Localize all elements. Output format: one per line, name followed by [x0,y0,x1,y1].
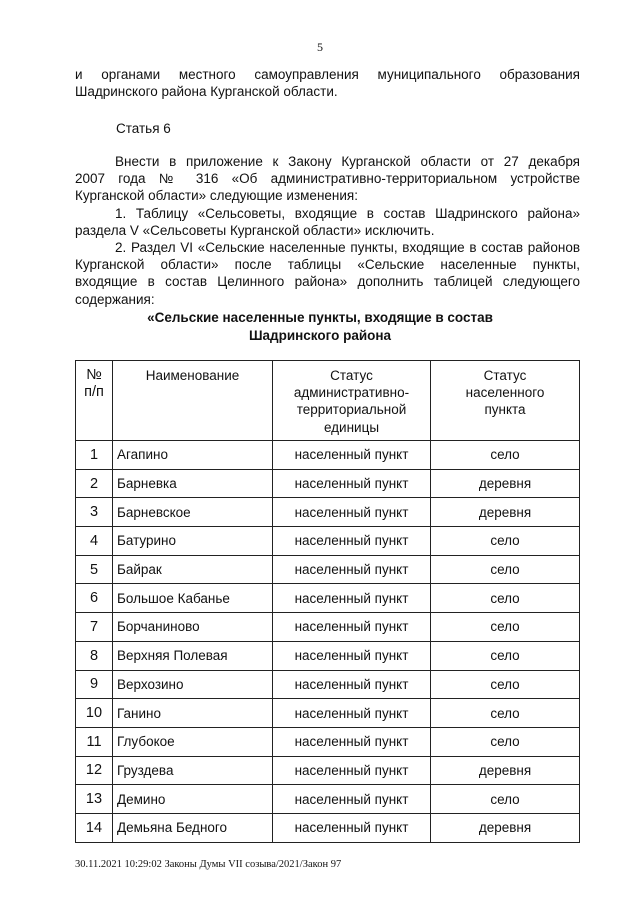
row-number: 9 [76,670,113,699]
header-num [76,361,113,441]
row-number: 7 [76,613,113,642]
row-number: 10 [76,699,113,728]
page-number: 5 [317,40,323,54]
footer-stamp: 30.11.2021 10:29:02 Законы Думы VII созыва/2021/Закон 97 [75,859,342,870]
row-number: 2 [76,469,113,498]
header-settlement-status [431,361,580,441]
row-settlement-status: деревня [431,469,580,498]
row-admin-status: населенный пункт [273,555,431,584]
table-header-row [76,361,580,441]
row-number: 3 [76,498,113,527]
table-row [76,785,580,814]
row-settlement-status: деревня [431,756,580,785]
header-status-line: населенного [465,385,545,401]
header-num-line: п/п [84,384,104,401]
header-name-label: Наименование [145,368,240,383]
header-name [113,361,273,441]
row-name: Батурино [113,527,273,556]
row-settlement-status: село [431,727,580,756]
row-number: 4 [76,527,113,556]
row-name: Верхняя Полевая [113,641,273,670]
table-row [76,727,580,756]
row-number: 14 [76,813,113,842]
header-admin-line: территориальной [296,402,407,418]
row-admin-status: населенный пункт [273,641,431,670]
row-settlement-status: село [431,699,580,728]
header-admin-line: административно- [293,385,410,401]
article-heading: Статья 6 [116,121,171,136]
row-settlement-status: деревня [431,813,580,842]
table-row [76,441,580,470]
row-settlement-status: деревня [431,498,580,527]
table-row [76,613,580,642]
paragraph-line: Внести в приложение к Закону Курганской области от 27 декабря [115,154,580,169]
table-row [76,555,580,584]
row-number: 13 [76,785,113,814]
row-name: Демино [113,785,273,814]
row-settlement-status: село [431,527,580,556]
row-settlement-status: село [431,785,580,814]
row-name: Ганино [113,699,273,728]
row-number: 12 [76,756,113,785]
item-1-line: раздела V «Сельсоветы Курганской области» исключить. [75,222,435,238]
settlements-table [75,360,580,843]
row-name: Борчаниново [113,613,273,642]
table-title-line: «Сельские населенные пункты, входящие в состав [147,310,493,325]
item-1-line: 1. Таблицу «Сельсоветы, входящие в состав Шадринского района» [115,205,580,221]
paragraph-continuation [75,66,580,100]
row-name: Верхозино [113,670,273,699]
item-2-line: Курганской области» после таблицы «Сельские населенные пункты, [75,257,580,273]
item-2-line: 2. Раздел VI «Сельские населенные пункты, входящие в состав районов [115,240,580,256]
table-row [76,756,580,785]
row-name: Агапино [113,441,273,470]
row-name: Груздева [113,756,273,785]
row-settlement-status: село [431,613,580,642]
table-body [76,441,580,843]
row-number: 6 [76,584,113,613]
row-admin-status: населенный пункт [273,785,431,814]
row-admin-status: населенный пункт [273,727,431,756]
header-admin-status [273,361,431,441]
item-2-line: содержания: [75,291,155,307]
row-admin-status: населенный пункт [273,670,431,699]
row-number: 8 [76,641,113,670]
row-name: Большое Кабанье [113,584,273,613]
row-name: Глубокое [113,727,273,756]
row-number: 5 [76,555,113,584]
row-name: Барневское [113,498,273,527]
table-row [76,498,580,527]
table-row [76,813,580,842]
row-admin-status: населенный пункт [273,813,431,842]
table-row [76,527,580,556]
paragraph-line: 2007 года № 316 «Об административно-территориальном устройстве [75,171,580,187]
row-admin-status: населенный пункт [273,441,431,470]
row-name: Барневка [113,469,273,498]
paragraph-line: и органами местного самоуправления муниципального образования [75,67,580,82]
article-body [75,153,580,308]
paragraph-line: Курганской области» следующие изменения: [75,188,358,204]
header-num-line: № [86,367,102,383]
row-settlement-status: село [431,641,580,670]
row-admin-status: населенный пункт [273,613,431,642]
header-admin-line: Статус [330,368,373,383]
row-admin-status: населенный пункт [273,699,431,728]
row-number: 11 [76,727,113,756]
row-admin-status: населенный пункт [273,498,431,527]
table-title-line: Шадринского района [248,328,392,343]
item-2-line: входящие в состав Целинного района» дополнить таблицей следующего [75,274,580,290]
row-admin-status: населенный пункт [273,469,431,498]
row-name: Демьяна Бедного [113,813,273,842]
table-row [76,469,580,498]
row-settlement-status: село [431,584,580,613]
row-settlement-status: село [431,441,580,470]
header-admin-line: единицы [323,419,380,435]
row-name: Байрак [113,555,273,584]
row-admin-status: населенный пункт [273,584,431,613]
row-settlement-status: село [431,670,580,699]
row-admin-status: населенный пункт [273,756,431,785]
row-number: 1 [76,441,113,470]
table-row [76,699,580,728]
table-title [0,309,640,345]
header-status-line: пункта [484,402,526,418]
table-row [76,670,580,699]
paragraph-line: Шадринского района Курганской области. [75,84,338,100]
table-row [76,584,580,613]
row-settlement-status: село [431,555,580,584]
table-row [76,641,580,670]
row-admin-status: населенный пункт [273,527,431,556]
header-status-line: Статус [483,368,527,383]
